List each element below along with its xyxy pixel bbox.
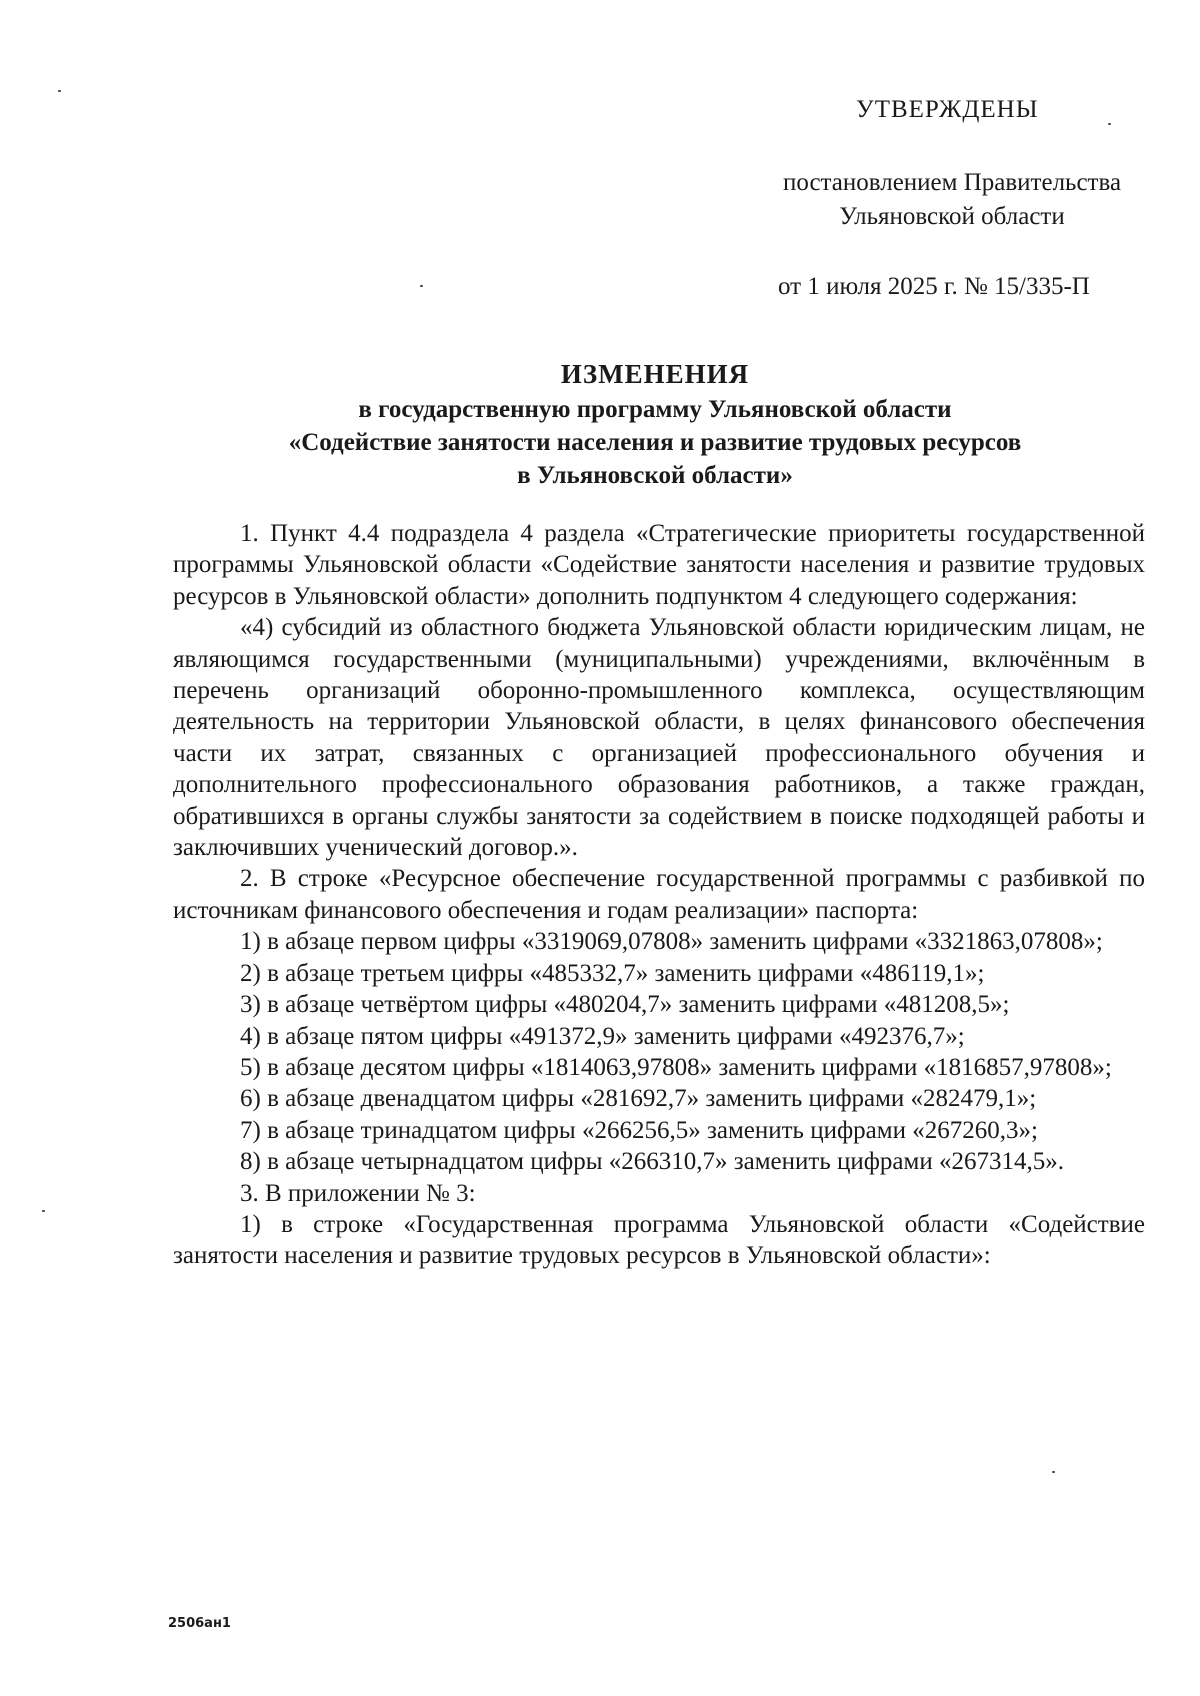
subitem-2-7: 7) в абзаце тринадцатом цифры «266256,5» заменить цифрами «267260,3»; bbox=[240, 1116, 1038, 1144]
approval-date-number: от 1 июля 2025 г. № 15/335-П bbox=[778, 273, 1090, 300]
subitem-3-1: 1) в строке «Государственная программа Ульяновской области «Содействие занятости населения и развитие трудовых ресурсов в Ульяновской области»: bbox=[173, 1210, 1145, 1270]
paragraph-1-quote: «4) субсидий из областного бюджета Ульяновской области юридическим лицам, не являющимся государственными (муниципальными) учреждениями, включённым в перечень организаций оборонно-промышленного комплекса, осуществляющим деятельность на территории Ульяновской области, в целях финансового обеспечения части их затрат, связанных с организацией профессионального обучения и дополнительного профессионального образования работников, а также граждан, обратившихся в органы службы занятости за содействием в поиске подходящей работы и заключивших ученический договор.». bbox=[173, 614, 1145, 862]
title-line-1: в государственную программу Ульяновской области bbox=[358, 395, 952, 423]
scan-speck bbox=[58, 90, 61, 92]
approval-authority-line1: постановлением Правительства bbox=[782, 169, 1122, 196]
title-heading: ИЗМЕНЕНИЯ bbox=[560, 359, 750, 389]
subitem-2-2: 2) в абзаце третьем цифры «485332,7» заменить цифрами «486119,1»; bbox=[240, 959, 985, 987]
approval-authority bbox=[762, 166, 1142, 234]
scan-speck bbox=[420, 285, 423, 287]
paragraph-2: 2. В строке «Ресурсное обеспечение государственной программы с разбивкой по источникам финансового обеспечения и годам реализации» паспорта: bbox=[173, 865, 1145, 924]
subitem-2-3: 3) в абзаце четвёртом цифры «480204,7» заменить цифрами «481208,5»; bbox=[240, 991, 1010, 1019]
subitem-2-8: 8) в абзаце четырнадцатом цифры «266310,7» заменить цифрами «267314,5». bbox=[240, 1148, 1064, 1176]
subitem-2-6: 6) в абзаце двенадцатом цифры «281692,7» заменить цифрами «282479,1»; bbox=[240, 1085, 1037, 1113]
paragraph-1: 1. Пункт 4.4 подраздела 4 раздела «Стратегические приоритеты государственной программы Ульяновской области «Содействие занятости населения и развитие трудовых ресурсов в Ульяновской области» дополнить подпунктом 4 следующего содержания: bbox=[173, 520, 1145, 610]
paragraph-3: 3. В приложении № 3: bbox=[240, 1179, 476, 1207]
scan-speck bbox=[1108, 123, 1111, 125]
document-title bbox=[175, 357, 1135, 492]
title-line-3: в Ульяновской области» bbox=[517, 461, 793, 489]
subitem-2-1: 1) в абзаце первом цифры «3319069,07808» заменить цифрами «3321863,07808»; bbox=[240, 928, 1103, 956]
document-code: 2506ан1 bbox=[168, 1616, 231, 1631]
approval-authority-line2: Ульяновской области bbox=[839, 202, 1065, 230]
document-body bbox=[173, 518, 1145, 1272]
scan-speck bbox=[42, 1210, 45, 1212]
subitem-2-4: 4) в абзаце пятом цифры «491372,9» заменить цифрами «492376,7»; bbox=[240, 1022, 965, 1050]
scan-speck bbox=[1052, 1471, 1055, 1473]
approval-stamp-title: УТВЕРЖДЕНЫ bbox=[856, 96, 1039, 123]
title-line-2: «Содействие занятости населения и развитие трудовых ресурсов bbox=[288, 428, 1022, 456]
subitem-2-5: 5) в абзаце десятом цифры «1814063,97808» заменить цифрами «1816857,97808»; bbox=[240, 1053, 1112, 1081]
